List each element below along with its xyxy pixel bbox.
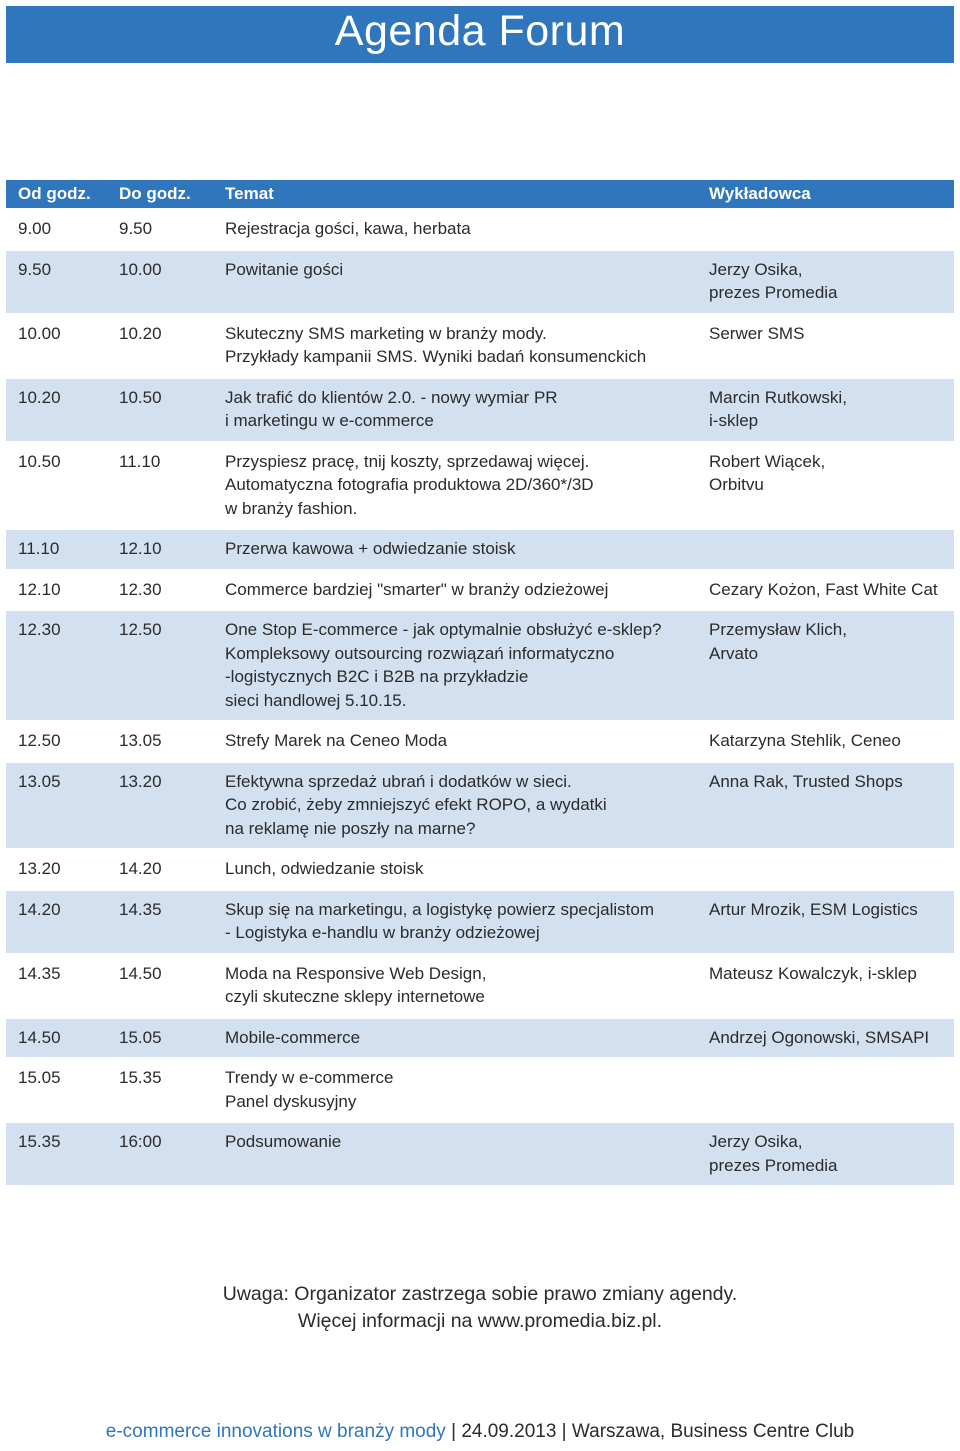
table-row <box>6 530 954 569</box>
cell-speaker: Mateusz Kowalczyk, i-sklep <box>709 963 917 983</box>
cell-time-from: 10.50 <box>18 451 61 471</box>
cell-time-to: 12.10 <box>119 539 162 558</box>
cell-speaker <box>697 537 954 561</box>
table-row <box>6 210 954 249</box>
cell-time-from: 10.20 <box>18 387 61 407</box>
table-row <box>6 850 954 889</box>
cell-time-to: 14.20 <box>119 859 162 878</box>
cell-time-to: 14.35 <box>119 899 162 919</box>
cell-speaker: Andrzej Ogonowski, SMSAPI <box>709 1027 930 1047</box>
cell-time-to: 16:00 <box>119 1132 162 1151</box>
cell-time-to: 10.50 <box>119 387 162 407</box>
cell-topic: Podsumowanie <box>225 1132 342 1151</box>
cell-time-from: 14.35 <box>18 963 61 983</box>
cell-time-to: 14.50 <box>119 963 162 983</box>
table-body <box>6 210 954 1185</box>
footer-separator-2: | <box>556 1421 572 1442</box>
cell-topic: Skup się na marketingu, a logistykę powierz specjalistom - Logistyka e-handlu w branży odzieżowej <box>225 899 654 942</box>
table-row <box>6 955 954 1017</box>
cell-time-to: 12.50 <box>119 620 162 639</box>
table-row <box>6 611 954 720</box>
table-row <box>6 1019 954 1058</box>
cell-time-from: 12.10 <box>18 579 61 599</box>
table-row <box>6 722 954 761</box>
table-row <box>6 1059 954 1121</box>
cell-speaker: Przemysław Klich, Arvato <box>709 620 847 663</box>
cell-time-to: 10.00 <box>119 259 162 279</box>
table-row <box>6 443 954 529</box>
footer <box>0 1421 960 1443</box>
cell-time-to: 11.10 <box>119 451 161 471</box>
cell-topic: Efektywna sprzedaż ubrań i dodatków w sieci. Co zrobić, żeby zmniejszyć efekt ROPO, a wydatki na reklamę nie poszły na marne? <box>225 771 607 838</box>
cell-topic: Jak trafić do klientów 2.0. - nowy wymiar PR i marketingu w e-commerce <box>225 387 558 430</box>
cell-speaker: Jerzy Osika, prezes Promedia <box>709 259 838 302</box>
cell-speaker: Jerzy Osika, prezes Promedia <box>709 1132 838 1175</box>
cell-topic: Rejestracja gości, kawa, herbata <box>225 219 471 238</box>
footer-date: 24.09.2013 <box>461 1421 557 1442</box>
cell-time-from: 15.05 <box>18 1068 61 1087</box>
cell-topic: One Stop E-commerce - jak optymalnie obsłużyć e-sklep? Kompleksowy outsourcing rozwiązań informatyczno -logistycznych B2C i B2B na przykładzie sieci handlowej 5.10.15. <box>225 620 662 710</box>
header-topic: Temat <box>225 183 274 203</box>
notice <box>0 1281 960 1335</box>
cell-speaker: Artur Mrozik, ESM Logistics <box>709 899 918 919</box>
cell-time-to: 9.50 <box>119 219 153 238</box>
cell-speaker: Anna Rak, Trusted Shops <box>709 771 903 791</box>
cell-speaker <box>697 217 954 241</box>
cell-time-from: 11.10 <box>18 539 60 558</box>
table-row <box>6 251 954 313</box>
cell-time-to: 13.20 <box>119 771 162 791</box>
cell-topic: Trendy w e-commerce Panel dyskusyjny <box>225 1068 394 1111</box>
notice-line-2: Więcej informacji na www.promedia.biz.pl. <box>297 1310 663 1332</box>
table-row <box>6 315 954 377</box>
cell-speaker: Cezary Kożon, Fast White Cat <box>709 579 938 599</box>
agenda-table <box>6 180 954 1187</box>
table-row <box>6 891 954 953</box>
header-to: Do godz. <box>119 183 191 203</box>
cell-time-to: 12.30 <box>119 579 162 599</box>
table-row <box>6 571 954 610</box>
table-row <box>6 763 954 849</box>
cell-time-to: 15.05 <box>119 1027 162 1047</box>
cell-time-to: 10.20 <box>119 323 162 343</box>
table-header <box>6 180 954 208</box>
cell-topic: Mobile-commerce <box>225 1027 361 1047</box>
cell-time-from: 9.50 <box>18 259 52 279</box>
cell-time-from: 13.20 <box>18 859 61 878</box>
cell-time-from: 12.30 <box>18 620 61 639</box>
cell-time-from: 10.00 <box>18 323 61 343</box>
cell-topic: Strefy Marek na Ceneo Moda <box>225 731 448 750</box>
cell-speaker: Serwer SMS <box>709 323 805 343</box>
cell-topic: Skuteczny SMS marketing w branży mody. Przykłady kampanii SMS. Wyniki badań konsumenckich <box>225 323 647 366</box>
table-row <box>6 379 954 441</box>
footer-location: Warszawa, Business Centre Club <box>571 1421 855 1442</box>
cell-time-to: 15.35 <box>119 1068 162 1087</box>
cell-time-from: 12.50 <box>18 731 61 750</box>
cell-time-from: 9.00 <box>18 219 52 238</box>
table-row <box>6 1123 954 1185</box>
cell-time-to: 13.05 <box>119 731 162 750</box>
cell-speaker: Katarzyna Stehlik, Ceneo <box>709 731 901 750</box>
header-from: Od godz. <box>18 183 91 203</box>
cell-time-from: 15.35 <box>18 1132 61 1151</box>
cell-time-from: 13.05 <box>18 771 61 791</box>
cell-topic: Lunch, odwiedzanie stoisk <box>225 859 424 878</box>
cell-topic: Moda na Responsive Web Design, czyli skuteczne sklepy internetowe <box>225 963 487 1006</box>
cell-speaker: Marcin Rutkowski, i-sklep <box>709 387 847 430</box>
cell-time-from: 14.20 <box>18 899 61 919</box>
notice-line-1: Uwaga: Organizator zastrzega sobie prawo zmiany agendy. <box>222 1283 738 1305</box>
header-speaker: Wykładowca <box>709 183 811 203</box>
cell-topic: Powitanie gości <box>225 259 344 279</box>
page-title: Agenda Forum <box>6 6 954 63</box>
footer-separator-1: | <box>445 1421 462 1442</box>
cell-speaker <box>697 1066 954 1113</box>
cell-topic: Przerwa kawowa + odwiedzanie stoisk <box>225 539 516 558</box>
footer-brand: e-commerce innovations w branży mody <box>105 1421 446 1442</box>
cell-time-from: 14.50 <box>18 1027 61 1047</box>
cell-topic: Przyspiesz pracę, tnij koszty, sprzedawaj więcej. Automatyczna fotografia produktowa 2D/360*/3D w branży fashion. <box>225 451 594 518</box>
cell-speaker <box>697 857 954 881</box>
cell-topic: Commerce bardziej "smarter" w branży odzieżowej <box>225 579 609 599</box>
cell-speaker: Robert Wiącek, Orbitvu <box>709 451 826 494</box>
